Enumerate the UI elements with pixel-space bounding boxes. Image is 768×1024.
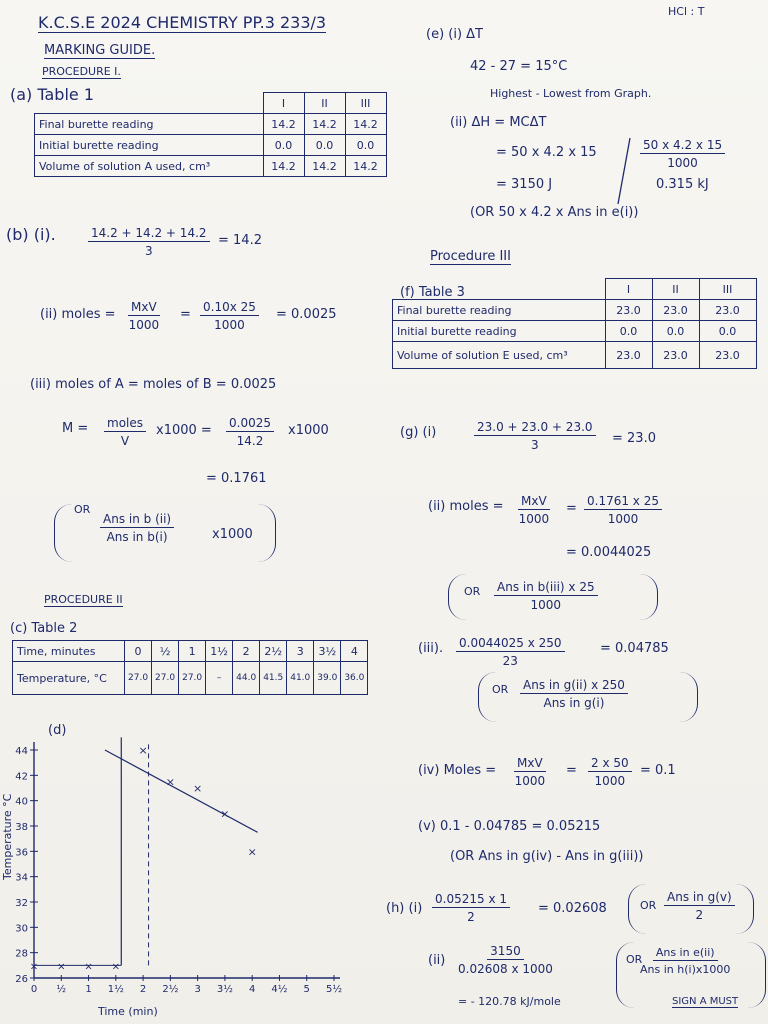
graph-y-tick-label: 36 xyxy=(15,847,28,859)
table-2-temp-cell: 27.0 xyxy=(152,662,179,695)
g-ii-fraction-1 xyxy=(518,494,550,526)
graph-y-tick-label: 38 xyxy=(15,822,28,833)
graph-y-tick-label: 28 xyxy=(15,948,28,960)
g-i-fraction xyxy=(474,420,596,452)
graph-y-tick-label: 26 xyxy=(15,974,28,985)
table-1-row-label: Final burette reading xyxy=(35,114,264,135)
g-ii-alt-num: Ans in b(iii) x 25 xyxy=(494,580,598,596)
g-i-num: 23.0 + 23.0 + 23.0 xyxy=(474,420,596,436)
graph-x-tick-label: 4 xyxy=(248,984,256,995)
e-i-calc: 42 - 27 = 15°C xyxy=(470,59,568,74)
g-iv-fraction-2 xyxy=(588,756,632,788)
b-iii-fraction-1 xyxy=(104,416,146,448)
table-2-temp-cell: 27.0 xyxy=(179,662,206,695)
table-3-cell: 23.0 xyxy=(605,300,652,321)
table-1-cell: 0.0 xyxy=(345,135,386,156)
slash-divider xyxy=(614,136,634,206)
b-i-numerator: 14.2 + 14.2 + 14.2 xyxy=(88,226,210,242)
graph-y-tick-label: 30 xyxy=(15,923,28,935)
table-2-row-label: Time, minutes xyxy=(13,641,125,662)
g-ii-f2-den: 1000 xyxy=(607,512,639,526)
g-iii-label: (iii). xyxy=(418,641,444,656)
graph-cooling-line xyxy=(105,750,258,832)
b-iii-x1000b: x1000 xyxy=(288,423,329,438)
b-iii-alt-fraction xyxy=(100,512,174,544)
graph-x-label: Time (min) xyxy=(98,1005,158,1018)
g-ii-f1-den: 1000 xyxy=(518,512,550,526)
table-2-temp-cell: 41.5 xyxy=(260,662,287,695)
equals-sign: = xyxy=(180,307,191,322)
g-ii-fraction-2 xyxy=(584,494,662,526)
g-ii-label: (ii) moles = xyxy=(428,499,504,514)
b-iii-line: (iii) moles of A = moles of B = 0.0025 xyxy=(30,377,277,392)
part-f-label: (f) Table 3 xyxy=(400,285,465,300)
g-iii-num: 0.0044025 x 250 xyxy=(456,636,565,652)
graph-point: × xyxy=(84,961,93,973)
h-i-alt-fraction xyxy=(664,890,735,922)
b-ii-result: = 0.0025 xyxy=(276,307,337,322)
h-i-num: 0.05215 x 1 xyxy=(432,892,510,908)
table-2-time-cell: 0 xyxy=(125,641,152,662)
b-iii-x1000a: x1000 = xyxy=(156,423,212,438)
b-ii-fraction-2 xyxy=(200,300,259,332)
table-3-cell: 23.0 xyxy=(605,342,652,369)
table-2 xyxy=(12,640,368,695)
part-a-label: (a) Table 1 xyxy=(10,85,95,104)
graph-point: × xyxy=(57,961,66,973)
b-ii-frac1-den: 1000 xyxy=(128,318,160,332)
table-1-row-label: Volume of solution A used, cm³ xyxy=(35,156,264,177)
h-i-alt-den: 2 xyxy=(695,908,704,922)
b-ii-frac2-num: 0.10x 25 xyxy=(200,300,259,316)
graph-x-tick-label: 1 xyxy=(85,984,92,995)
e-ii-label: (ii) ΔH = MCΔT xyxy=(450,115,547,130)
table-3-header: II xyxy=(652,279,699,300)
graph-point: × xyxy=(111,961,121,973)
table-1-header: I xyxy=(263,93,304,114)
graph-point: × xyxy=(138,744,148,757)
e-ii-alt-num: 50 x 4.2 x 15 xyxy=(640,138,725,154)
table-3-row-label: Volume of solution E used, cm³ xyxy=(393,342,606,369)
b-iii-fraction-2 xyxy=(226,416,274,448)
h-i-fraction xyxy=(432,892,510,924)
table-2-row-label: Temperature, °C xyxy=(13,662,125,695)
g-iii-alt-num: Ans in g(ii) x 250 xyxy=(520,678,628,694)
page-title: K.C.S.E 2024 CHEMISTRY PP.3 233/3 xyxy=(38,13,327,32)
procedure-2-heading: PROCEDURE II xyxy=(44,593,123,606)
graph-point: × xyxy=(165,775,175,789)
h-i-alt-num: Ans in g(v) xyxy=(664,890,735,906)
b-iii-alt-den: Ans in b(i) xyxy=(106,530,168,544)
table-2-time-cell: 1 xyxy=(179,641,206,662)
or-label: OR xyxy=(74,503,91,516)
g-iv-result: = 0.1 xyxy=(640,763,676,778)
table-2-time-cell: 3½ xyxy=(314,641,341,662)
h-ii-alt-den: Ans in h(i)x1000 xyxy=(640,963,731,976)
h-i-den: 2 xyxy=(467,910,475,924)
equals-sign: = xyxy=(566,763,577,778)
table-2-temp-cell: 39.0 xyxy=(314,662,341,695)
table-3-cell: 0.0 xyxy=(652,321,699,342)
e-ii-alt-fraction xyxy=(640,138,725,170)
graph-x-tick-label: 1½ xyxy=(107,984,124,995)
table-2-time-cell: 2 xyxy=(233,641,260,662)
table-1-cell: 14.2 xyxy=(345,114,386,135)
graph-y-tick-label: 32 xyxy=(15,898,28,909)
g-iv-f2-num: 2 x 50 xyxy=(588,756,632,772)
table-2-time-cell: ½ xyxy=(152,641,179,662)
graph-x-tick-label: 3 xyxy=(194,984,201,995)
g-iv-f1-num: MxV xyxy=(514,756,546,772)
e-ii-alt-result: 0.315 kJ xyxy=(656,177,709,192)
table-1-cell: 0.0 xyxy=(263,135,304,156)
table-1-cell: 14.2 xyxy=(304,114,345,135)
table-3-cell: 0.0 xyxy=(605,321,652,342)
part-c-label: (c) Table 2 xyxy=(10,621,78,636)
table-1-cell: 14.2 xyxy=(345,156,386,177)
part-g-i-label: (g) (i) xyxy=(400,425,437,440)
table-2-time-cell: 3 xyxy=(287,641,314,662)
g-iii-alt-fraction xyxy=(520,678,628,710)
table-2-temp-cell: 36.0 xyxy=(341,662,368,695)
b-i-result: = 14.2 xyxy=(218,233,262,248)
b-iii-frac2-num: 0.0025 xyxy=(226,416,274,432)
h-i-result: = 0.02608 xyxy=(538,901,607,916)
h-ii-alt-num: Ans in e(ii) xyxy=(653,946,718,961)
table-2-time-cell: 4 xyxy=(341,641,368,662)
e-ii-line2: = 3150 J xyxy=(496,177,553,192)
table-2-time-cell: 1½ xyxy=(206,641,233,662)
b-ii-label: (ii) moles = xyxy=(40,307,116,322)
table-2-time-cell: 2½ xyxy=(260,641,287,662)
h-ii-fraction xyxy=(458,944,553,976)
table-1-header: III xyxy=(345,93,386,114)
table-1-cell: 14.2 xyxy=(304,156,345,177)
g-iii-alt-den: Ans in g(i) xyxy=(543,696,605,710)
g-iv-fraction-1 xyxy=(514,756,546,788)
g-iii-fraction xyxy=(456,636,565,668)
graph-x-tick-label: ½ xyxy=(56,984,67,995)
table-3-cell: 0.0 xyxy=(699,321,756,342)
graph-x-tick-label: 3½ xyxy=(216,984,233,995)
graph-y-tick-label: 44 xyxy=(15,746,28,757)
table-1-header: II xyxy=(304,93,345,114)
page-subtitle: MARKING GUIDE. xyxy=(44,43,156,58)
graph-x-tick-label: 4½ xyxy=(271,984,288,995)
procedure-3-heading: Procedure III xyxy=(430,249,511,264)
graph-x-tick-label: 2½ xyxy=(162,984,179,995)
or-label: OR xyxy=(492,683,509,696)
e-i-note: Highest - Lowest from Graph. xyxy=(490,87,652,100)
b-i-fraction xyxy=(88,226,210,258)
temperature-graph xyxy=(0,720,360,1020)
table-1-cell: 14.2 xyxy=(263,114,304,135)
b-iii-m: M = xyxy=(62,421,89,436)
g-ii-result: = 0.0044025 xyxy=(566,545,652,560)
b-iii-frac2-den: 14.2 xyxy=(236,434,264,448)
graph-x-tick-label: 5½ xyxy=(325,984,343,995)
table-3-cell: 23.0 xyxy=(652,300,699,321)
g-iv-f1-den: 1000 xyxy=(514,774,546,788)
sign-note: SIGN A MUST xyxy=(672,996,739,1007)
table-3-cell: 23.0 xyxy=(699,342,756,369)
b-iii-result: = 0.1761 xyxy=(206,471,267,486)
table-1 xyxy=(34,92,387,177)
b-i-denominator: 3 xyxy=(144,244,153,258)
g-iii-den: 23 xyxy=(502,654,518,668)
h-ii-label: (ii) xyxy=(428,953,446,968)
g-iv-label: (iv) Moles = xyxy=(418,763,497,778)
table-3-cell: 23.0 xyxy=(699,300,756,321)
b-iii-alt-x: x1000 xyxy=(212,527,253,542)
b-iii-frac1-den: V xyxy=(120,434,130,448)
g-ii-alt-fraction xyxy=(494,580,598,612)
table-2-temp-cell: – xyxy=(206,662,233,695)
graph-y-label: Temperature °C xyxy=(1,793,14,880)
g-ii-f1-num: MxV xyxy=(518,494,550,510)
b-ii-fraction-1 xyxy=(128,300,160,332)
table-3-cell: 23.0 xyxy=(652,342,699,369)
g-iii-result: = 0.04785 xyxy=(600,641,669,656)
g-i-result: = 23.0 xyxy=(612,431,656,446)
or-label: OR xyxy=(626,953,643,966)
e-ii-line1: = 50 x 4.2 x 15 xyxy=(496,145,597,160)
graph-point: × xyxy=(220,807,230,821)
b-iii-alt-num: Ans in b (ii) xyxy=(100,512,174,528)
b-ii-frac1-num: MxV xyxy=(128,300,160,316)
or-label: OR xyxy=(640,899,657,912)
table-1-row-label: Initial burette reading xyxy=(35,135,264,156)
table-3-header: I xyxy=(605,279,652,300)
part-e-i-label: (e) (i) ΔT xyxy=(426,27,483,42)
table-3-row-label: Final burette reading xyxy=(393,300,606,321)
table-3-row-label: Initial burette reading xyxy=(393,321,606,342)
part-d-label: (d) xyxy=(48,723,67,738)
g-v-line: (v) 0.1 - 0.04785 = 0.05215 xyxy=(418,819,601,834)
b-ii-frac2-den: 1000 xyxy=(214,318,245,332)
equals-sign: = xyxy=(566,501,577,516)
table-2-temp-cell: 41.0 xyxy=(287,662,314,695)
e-ii-alt-den: 1000 xyxy=(667,156,698,170)
b-iii-frac1-num: moles xyxy=(104,416,146,432)
part-b-i-label: (b) (i). xyxy=(6,225,56,244)
graph-point: × xyxy=(247,845,257,859)
table-3 xyxy=(392,278,757,369)
h-ii-alt-fraction xyxy=(640,946,730,976)
graph-x-tick-label: 5 xyxy=(303,984,310,995)
table-3-header: III xyxy=(699,279,756,300)
part-h-i-label: (h) (i) xyxy=(386,901,423,916)
graph-x-tick-label: 0 xyxy=(30,984,38,995)
h-ii-den: 0.02608 x 1000 xyxy=(458,962,553,976)
graph-x-tick-label: 2 xyxy=(139,984,147,995)
table-1-cell: 0.0 xyxy=(304,135,345,156)
graph-point: × xyxy=(193,782,203,795)
g-v-or: (OR Ans in g(iv) - Ans in g(iii)) xyxy=(450,849,644,864)
h-ii-result: = - 120.78 kJ/mole xyxy=(458,995,561,1008)
table-1-cell: 14.2 xyxy=(263,156,304,177)
table-2-temp-cell: 44.0 xyxy=(233,662,260,695)
graph-y-tick-label: 42 xyxy=(15,771,28,783)
g-ii-alt-den: 1000 xyxy=(530,598,562,612)
table-2-temp-cell: 27.0 xyxy=(125,662,152,695)
g-ii-f2-num: 0.1761 x 25 xyxy=(584,494,662,510)
graph-y-tick-label: 40 xyxy=(15,796,28,808)
g-iv-f2-den: 1000 xyxy=(594,774,626,788)
or-label: OR xyxy=(464,585,481,598)
graph-y-tick-label: 34 xyxy=(15,872,28,884)
graph-point: × xyxy=(29,961,39,973)
procedure-1-heading: PROCEDURE I. xyxy=(42,65,121,78)
h-ii-num: 3150 xyxy=(487,944,524,960)
g-i-den: 3 xyxy=(530,438,539,452)
corner-note: HCl : T xyxy=(668,5,705,18)
e-ii-or: (OR 50 x 4.2 x Ans in e(i)) xyxy=(470,205,639,220)
